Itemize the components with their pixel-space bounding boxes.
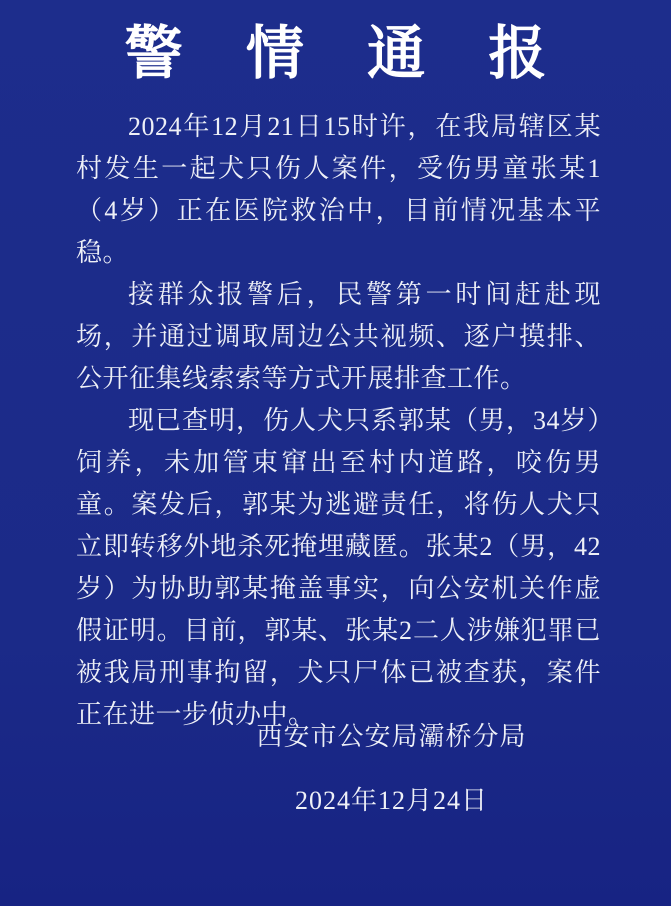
notice-paragraph-3: 现已查明，伤人犬只系郭某（男，34岁）饲养，未加管束窜出至村内道路，咬伤男童。案发后，郭某为逃避责任，将伤人犬只立即转移外地杀死掩埋藏匿。张某2（男，42岁）为协助郭某掩盖事实，向公安机关作虚假证明。目前，郭某、张某2二人涉嫌犯罪已被我局刑事拘留，犬只尸体已被查获，案件正在进一步侦办中。 [76, 406, 601, 729]
notice-paragraph-2: 接群众报警后，民警第一时间赶赴现场，并通过调取周边公共视频、逐户摸排、公开征集线索索等方式开展排查工作。 [76, 280, 601, 393]
issuing-authority: 西安市公安局灞桥分局 [256, 722, 527, 751]
issue-date: 2024年12月24日 [294, 786, 488, 815]
notice-paragraph-1: 2024年12月21日15时许，在我局辖区某村发生一起犬只伤人案件，受伤男童张某1（4岁）正在医院救治中，目前情况基本平稳。 [76, 112, 601, 267]
notice-signoff [112, 716, 671, 822]
notice-title: 警 情 通 报 [124, 21, 571, 86]
notice-body [0, 98, 671, 736]
